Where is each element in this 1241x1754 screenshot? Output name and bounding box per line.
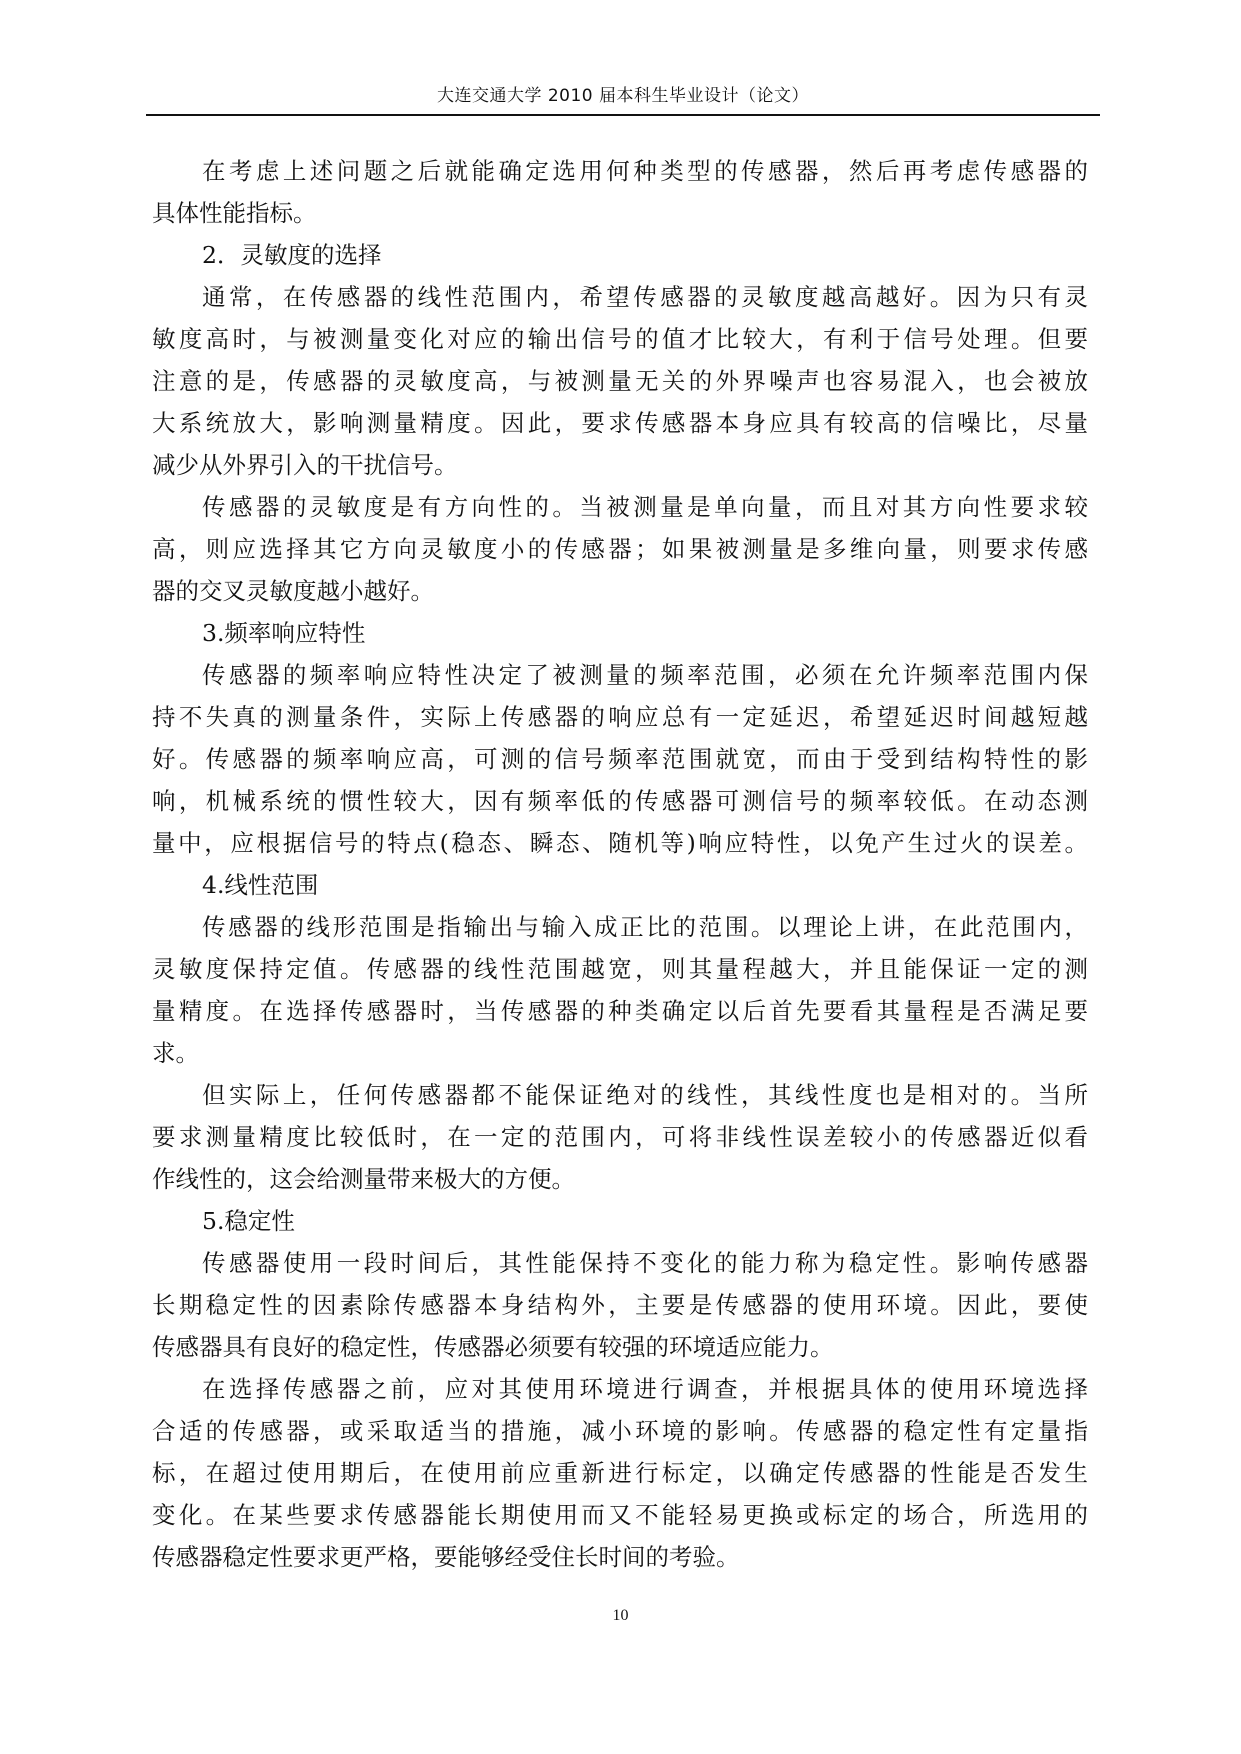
text-line: 传感器稳定性要求更严格，要能够经受住长时间的考验。 — [152, 1543, 740, 1571]
header-rule — [146, 114, 1100, 116]
text-line: 变化。在某些要求传感器能长期使用而又不能轻易更换或标定的场合，所选用的 — [152, 1501, 1088, 1529]
text-line: 标，在超过使用期后，在使用前应重新进行标定，以确定传感器的性能是否发生 — [152, 1459, 1088, 1487]
text-line: 长期稳定性的因素除传感器本身结构外，主要是传感器的使用环境。因此，要使 — [152, 1291, 1088, 1319]
text-line: 要求测量精度比较低时，在一定的范围内，可将非线性误差较小的传感器近似看 — [152, 1123, 1088, 1151]
text-line: 响，机械系统的惯性较大，因有频率低的传感器可测信号的频率较低。在动态测 — [152, 787, 1088, 815]
text-line: 传感器的灵敏度是有方向性的。当被测量是单向量，而且对其方向性要求较 — [202, 493, 1088, 521]
text-line: 合适的传感器，或采取适当的措施，减小环境的影响。传感器的稳定性有定量指 — [152, 1417, 1088, 1445]
text-line: 通常，在传感器的线性范围内，希望传感器的灵敏度越高越好。因为只有灵 — [202, 283, 1088, 311]
text-line: 传感器的频率响应特性决定了被测量的频率范围，必须在允许频率范围内保 — [202, 661, 1088, 689]
body-text — [152, 150, 1088, 1578]
text-line: 持不失真的测量条件，实际上传感器的响应总有一定延迟，希望延迟时间越短越 — [152, 703, 1088, 731]
text-line: 求。 — [152, 1039, 199, 1067]
text-line: 3.频率响应特性 — [202, 619, 366, 647]
text-line: 传感器的线形范围是指输出与输入成正比的范围。以理论上讲，在此范围内， — [202, 913, 1088, 941]
text-line: 5.稳定性 — [202, 1207, 295, 1235]
text-line: 大系统放大，影响测量精度。因此，要求传感器本身应具有较高的信噪比，尽量 — [152, 409, 1088, 437]
text-line: 传感器具有良好的稳定性，传感器必须要有较强的环境适应能力。 — [152, 1333, 834, 1361]
text-line: 高，则应选择其它方向灵敏度小的传感器；如果被测量是多维向量，则要求传感 — [152, 535, 1088, 563]
page-number: 10 — [612, 1607, 629, 1624]
text-line: 好。传感器的频率响应高，可测的信号频率范围就宽，而由于受到结构特性的影 — [152, 745, 1088, 773]
text-line: 量中，应根据信号的特点(稳态、瞬态、随机等)响应特性，以免产生过火的误差。 — [152, 829, 1088, 857]
text-line: 但实际上，任何传感器都不能保证绝对的线性，其线性度也是相对的。当所 — [202, 1081, 1088, 1109]
text-line: 具体性能指标。 — [152, 199, 317, 227]
text-line: 2．灵敏度的选择 — [202, 241, 382, 269]
text-line: 传感器使用一段时间后，其性能保持不变化的能力称为稳定性。影响传感器 — [202, 1249, 1088, 1277]
running-header: 大连交通大学 2010 届本科生毕业设计（论文） — [436, 86, 810, 106]
text-line: 减少从外界引入的干扰信号。 — [152, 451, 458, 479]
text-line: 在选择传感器之前，应对其使用环境进行调查，并根据具体的使用环境选择 — [202, 1375, 1088, 1403]
text-line: 器的交叉灵敏度越小越好。 — [152, 577, 434, 605]
text-line: 作线性的，这会给测量带来极大的方便。 — [152, 1165, 575, 1193]
text-line: 在考虑上述问题之后就能确定选用何种类型的传感器，然后再考虑传感器的 — [202, 157, 1088, 185]
text-line: 量精度。在选择传感器时，当传感器的种类确定以后首先要看其量程是否满足要 — [152, 997, 1088, 1025]
text-line: 注意的是，传感器的灵敏度高，与被测量无关的外界噪声也容易混入，也会被放 — [152, 367, 1088, 395]
text-line: 敏度高时，与被测量变化对应的输出信号的值才比较大，有利于信号处理。但要 — [152, 325, 1088, 353]
text-line: 4.线性范围 — [202, 871, 319, 899]
text-line: 灵敏度保持定值。传感器的线性范围越宽，则其量程越大，并且能保证一定的测 — [152, 955, 1088, 983]
